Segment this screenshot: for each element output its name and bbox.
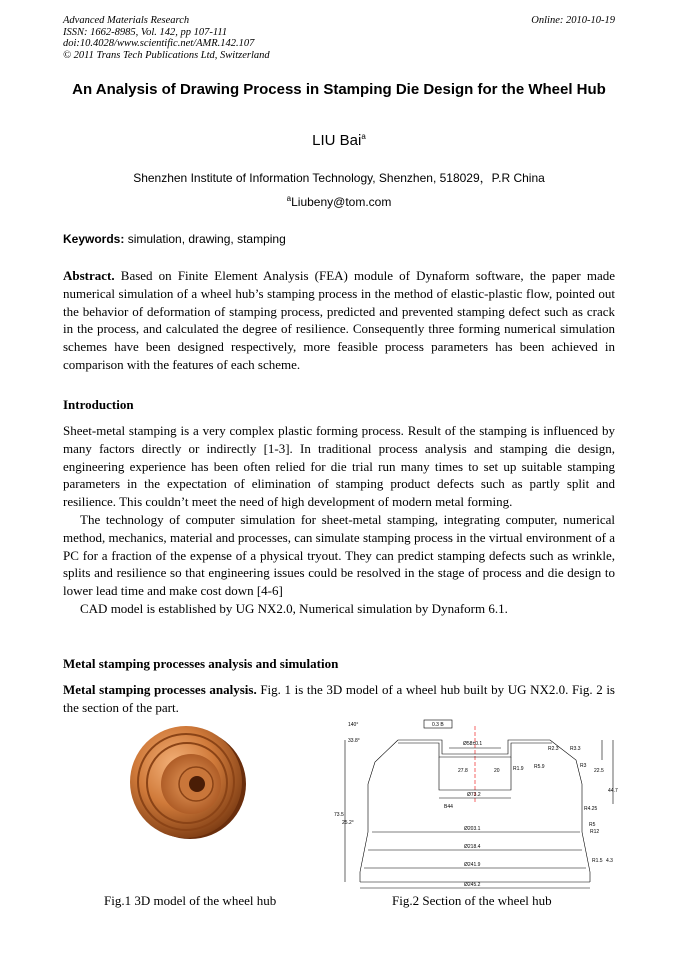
label-r19: R1.9 xyxy=(513,766,524,772)
metal-section-heading: Metal stamping processes analysis and simulation xyxy=(63,656,339,671)
introduction-heading: Introduction xyxy=(63,397,134,412)
label-d2452: Ø245.2 xyxy=(464,882,481,888)
introduction-body xyxy=(63,422,615,618)
label-d2419: Ø241.9 xyxy=(464,862,481,868)
label-d2031: Ø203.1 xyxy=(464,826,481,832)
author-sup: a xyxy=(361,132,366,141)
label-h225: 22.5 xyxy=(594,768,604,774)
label-r33: R3.3 xyxy=(570,746,581,752)
abstract-text: Based on Finite Element Analysis (FEA) module of Dynaform software, the paper made numerical simulation of a wheel hub’s stamping process in the method of elastic-plastic flow, pointed out the behavior of deformation of stamping process, predicted and prevented stamping defect such as crack in the process, and calculated the degree of resilience. Consequently three forming numerical simulation schemes have been designed respectively, more feasible process parameters has been achieved in comparison with the features of each scheme. xyxy=(63,268,615,372)
label-tol: 0.3 B xyxy=(432,722,444,728)
doi: doi:10.4028/www.scientific.net/AMR.142.107 xyxy=(63,38,255,49)
author-name: LIU Bai xyxy=(312,132,362,149)
label-r3: R3 xyxy=(580,763,587,769)
copyright: © 2011 Trans Tech Publications Ltd, Switzerland xyxy=(63,49,270,61)
affiliation: Shenzhen Institute of Information Technology, Shenzhen, 518029，P.R China xyxy=(133,171,545,185)
email-sup: a xyxy=(286,194,292,203)
metal-run-in: Metal stamping processes analysis. xyxy=(63,682,257,697)
intro-paragraph-1: Sheet-metal stamping is a very complex plastic forming process. Result of the stamping is influenced by many factors directly or indirectly [1-3]. In traditional process analysis and stamping die design, engineering experience has been often relied for die trial run many times to set up suitable stamping parameters in the expectation of elimination of stamping product defects such as partly split and resilience. This couldn’t meet the need of high development of modern metal forming. xyxy=(63,423,615,510)
journal-name: Advanced Materials Research xyxy=(63,15,190,26)
label-140: 140° xyxy=(348,722,359,728)
label-b44: B44 xyxy=(444,804,453,810)
label-338: 33.8° xyxy=(348,738,360,744)
figure-2-caption: Fig.2 Section of the wheel hub xyxy=(392,893,552,908)
keywords xyxy=(63,232,286,246)
label-h20: 20 xyxy=(494,768,500,774)
label-r12: R12 xyxy=(590,829,600,835)
label-d2184: Ø218.4 xyxy=(464,844,481,850)
label-r425: R4.25 xyxy=(584,806,598,812)
email-address: Liubeny@tom.com xyxy=(291,195,392,209)
label-r15: R1.5 xyxy=(592,858,603,864)
intro-paragraph-2: The technology of computer simulation for sheet-metal stamping, integrating computer, numerical method, mechanics, material and processes, can simulate stamping process in the virtual environment of a PC for a fraction of the expense of a physical tryout. They can predict stamping defects such as wrinkle, splits and resilience so that engineering issues could be resolved in the stage of process and die design to lower lead time and make cost down [4-6] xyxy=(63,511,615,599)
author xyxy=(0,132,678,149)
abstract xyxy=(63,267,615,374)
hub-center-hole xyxy=(189,776,205,792)
label-r23: R2.3 xyxy=(548,746,559,752)
label-r5: R5 xyxy=(589,822,596,828)
journal-header xyxy=(63,15,270,61)
label-h735: 73.5 xyxy=(334,812,344,818)
metal-text: Fig. 1 is the 3D model of a wheel hub built by UG NX2.0. Fig. 2 is the section of the part. xyxy=(63,682,615,715)
section-left-wall xyxy=(360,740,398,882)
issn: ISSN: 1662-8985, Vol. 142, pp 107-111 xyxy=(63,26,228,38)
online-date: Online: 2010-10-19 xyxy=(531,15,615,26)
figure-1-caption: Fig.1 3D model of the wheel hub xyxy=(104,893,277,908)
wheel-hub-section-drawing xyxy=(330,712,622,894)
label-252: 25.2° xyxy=(342,820,354,826)
keywords-text: simulation, drawing, stamping xyxy=(124,232,286,246)
label-d732: Ø73.2 xyxy=(467,792,481,798)
author-email xyxy=(0,194,678,209)
keywords-label: Keywords: xyxy=(63,232,125,246)
section-boss xyxy=(439,757,511,790)
paper-title: An Analysis of Drawing Process in Stamping Die Design for the Wheel Hub xyxy=(72,81,606,98)
label-h278: 27.8 xyxy=(458,768,468,774)
abstract-label: Abstract. xyxy=(63,268,115,283)
label-h43: 4.3 xyxy=(606,858,613,864)
label-h447: 44.7 xyxy=(608,788,618,794)
label-d58: Ø58±0.1 xyxy=(463,741,483,747)
label-r59: R5.9 xyxy=(534,764,545,770)
intro-paragraph-3: CAD model is established by UG NX2.0, Numerical simulation by Dynaform 6.1. xyxy=(80,600,508,616)
wheel-hub-3d-figure xyxy=(124,720,248,842)
